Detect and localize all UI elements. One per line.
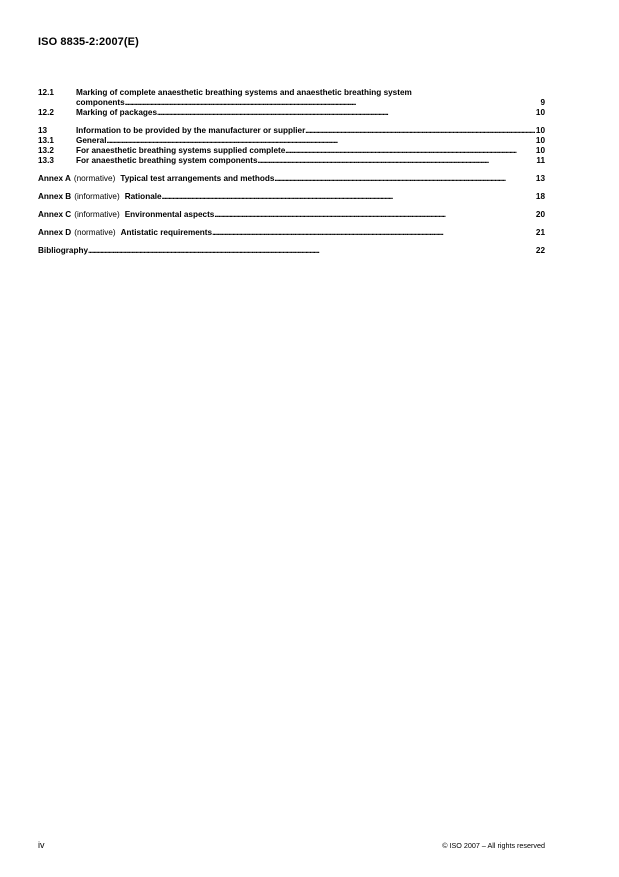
dot-leader	[107, 136, 535, 146]
toc-entry-annex-a[interactable]	[38, 174, 545, 184]
toc-entry-number: 12.1	[38, 88, 54, 97]
toc-entry-13-2[interactable]	[38, 146, 545, 156]
toc-entry-annex-c[interactable]	[38, 210, 545, 220]
annex-kind: (informative)	[74, 192, 120, 201]
copyright-notice: © ISO 2007 – All rights reserved	[442, 841, 545, 850]
toc-entry-title: Information to be provided by the manufacturer or supplier	[76, 126, 306, 135]
toc-entry-page: 10	[535, 108, 545, 117]
dot-leader	[258, 156, 536, 166]
dot-leader	[214, 210, 535, 220]
toc-entry-page: 11	[536, 156, 545, 165]
toc-entry-title-continued: components	[76, 98, 125, 107]
toc-entry-number: 13.2	[38, 146, 54, 155]
table-of-contents	[38, 88, 545, 256]
toc-entry-page: 13	[535, 174, 545, 183]
toc-entry-title: For anaesthetic breathing systems supplied complete	[76, 146, 286, 155]
toc-entry-title: For anaesthetic breathing system components	[76, 156, 258, 165]
dot-leader	[305, 126, 535, 136]
toc-entry-13-3[interactable]	[38, 156, 545, 166]
toc-entry-page: 20	[535, 210, 545, 219]
dot-leader	[274, 174, 534, 184]
annex-kind: (normative)	[74, 228, 116, 237]
toc-entry-13[interactable]	[38, 126, 545, 136]
toc-entry-page: 9	[540, 98, 545, 107]
toc-entry-number: 12.2	[38, 108, 54, 117]
spacer	[38, 166, 545, 174]
toc-entry-number: 13.3	[38, 156, 54, 165]
toc-entry-page: 22	[535, 246, 545, 255]
dot-leader	[212, 228, 535, 238]
spacer	[38, 184, 545, 192]
toc-entry-page: 18	[535, 192, 545, 201]
toc-entry-title: Rationale	[124, 192, 162, 201]
toc-entry-title: Antistatic requirements	[120, 228, 213, 237]
toc-entry-13-1[interactable]	[38, 136, 545, 146]
toc-entry-annex-d[interactable]	[38, 228, 545, 238]
dot-leader	[88, 246, 535, 256]
toc-entry-page: 10	[535, 126, 545, 135]
toc-entry-12-1-continuation[interactable]	[38, 98, 545, 108]
toc-entry-title: Bibliography	[38, 246, 89, 255]
toc-entry-annex-b[interactable]	[38, 192, 545, 202]
toc-entry-title: Marking of packages	[76, 108, 157, 117]
spacer	[38, 238, 545, 246]
annex-label: Annex C	[38, 210, 72, 219]
toc-entry-12-2[interactable]	[38, 108, 545, 118]
toc-entry-number: 13	[38, 126, 48, 135]
annex-label: Annex B	[38, 192, 72, 201]
annex-label: Annex A	[38, 174, 71, 183]
annex-label: Annex D	[38, 228, 72, 237]
toc-entry-page: 21	[535, 228, 545, 237]
spacer	[38, 220, 545, 228]
toc-entry-title: Typical test arrangements and methods	[120, 174, 275, 183]
toc-entry-page: 10	[535, 146, 545, 155]
toc-entry-number: 13.1	[38, 136, 54, 145]
annex-kind: (normative)	[73, 174, 116, 183]
spacer	[38, 202, 545, 210]
document-identifier: ISO 8835-2:2007(E)	[38, 36, 139, 48]
toc-entry-12-1[interactable]	[38, 88, 545, 98]
spacer	[38, 118, 545, 126]
dot-leader	[157, 108, 535, 118]
toc-entry-title: General	[76, 136, 107, 145]
toc-entry-page: 10	[535, 136, 545, 145]
toc-entry-bibliography[interactable]	[38, 246, 545, 256]
annex-kind: (informative)	[74, 210, 120, 219]
toc-entry-title: Environmental aspects	[124, 210, 215, 219]
dot-leader	[125, 98, 540, 108]
toc-entry-title: Marking of complete anaesthetic breathing systems and anaesthetic breathing system	[76, 88, 412, 97]
dot-leader	[285, 146, 535, 156]
dot-leader	[162, 192, 535, 202]
page-number: iv	[38, 840, 45, 850]
